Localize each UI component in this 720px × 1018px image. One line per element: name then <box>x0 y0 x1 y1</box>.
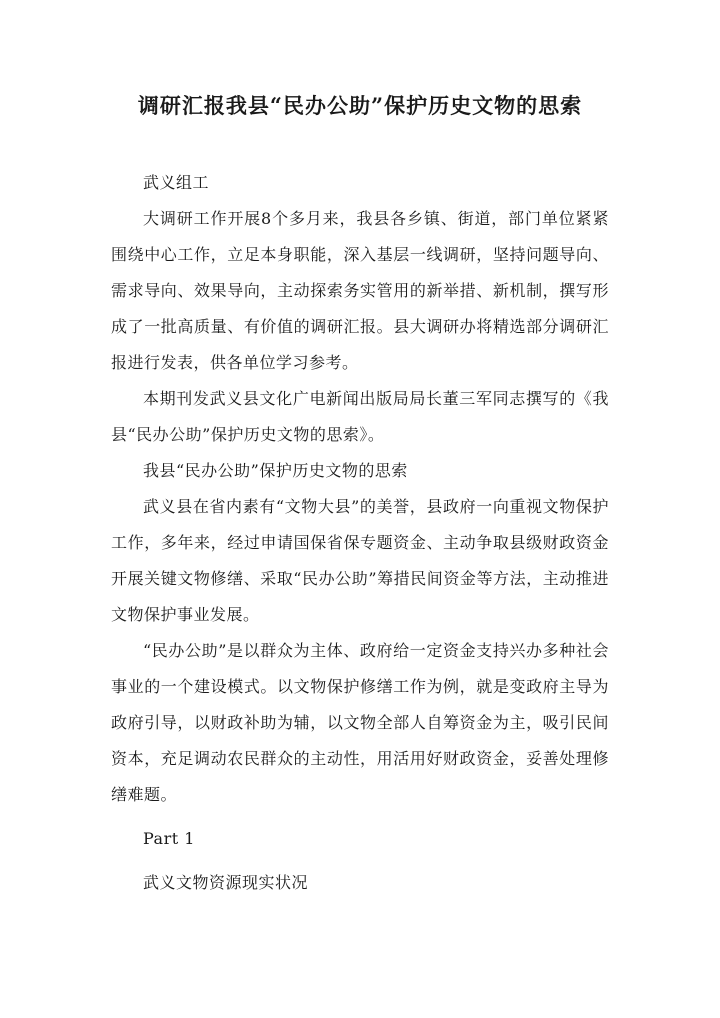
paragraph-definition: “民办公助”是以群众为主体、政府给一定资金支持兴办多种社会事业的一个建设模式。以文物保护修缮工作为例，就是变政府主导为政府引导，以财政补助为辅，以文物全部人自筹资金为主，吸引民间资本，充足调动农民群众的主动性，用活用好财政资金，妥善处理修缮难题。 <box>111 641 609 804</box>
paragraph-issue-note: 本期刊发武义县文化广电新闻出版局局长董三军同志撰写的《我县“民办公助”保护历史文物的思索》。 <box>111 389 609 444</box>
section-heading: 武义文物资源现实状况 <box>143 873 309 892</box>
paragraph-background: 武义县在省内素有“文物大县”的美誉，县政府一向重视文物保护工作，多年来，经过申请国保省保专题资金、主动争取县级财政资金开展关键文物修缮、采取“民办公助”筹措民间资金等方法，主动推进文物保护事业发展。 <box>111 497 609 624</box>
document-title: 调研汇报我县“民办公助”保护历史文物的思索 <box>137 93 583 118</box>
document-body <box>111 165 609 901</box>
paragraph-intro: 大调研工作开展8个多月来，我县各乡镇、街道，部门单位紧紧围绕中心工作，立足本身职能，深入基层一线调研，坚持问题导向、需求导向、效果导向，主动探索务实管用的新举措、新机制，撰写形成了一批高质量、有价值的调研汇报。县大调研办将精选部分调研汇报进行发表，供各单位学习参考。 <box>111 209 609 372</box>
subheading: 我县“民办公助”保护历史文物的思索 <box>143 461 408 480</box>
part-label: Part 1 <box>143 829 195 848</box>
byline: 武义组工 <box>143 173 210 192</box>
